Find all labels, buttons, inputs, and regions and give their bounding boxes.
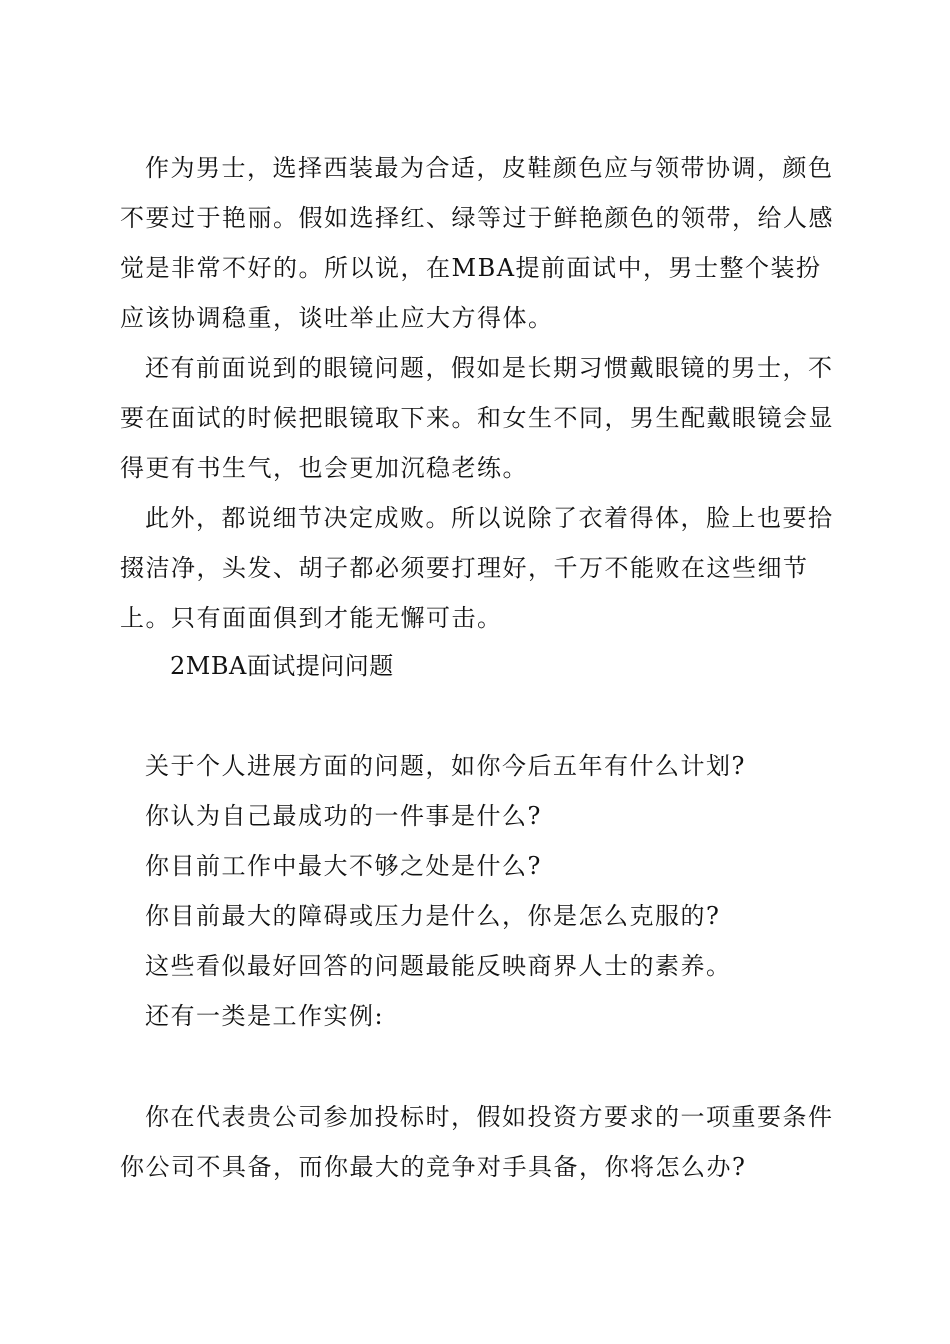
paragraph-bidding-case: 你在代表贵公司参加投标时，假如投资方要求的一项重要条件你公司不具备，而你最大的竞争对手具备，你将怎么办? bbox=[120, 1103, 834, 1181]
question-line: 关于个人进展方面的问题，如你今后五年有什么计划? bbox=[145, 752, 746, 780]
question-line: 还有一类是工作实例: bbox=[145, 1002, 385, 1030]
paragraph-details: 此外，都说细节决定成败。所以说除了衣着得体，脸上也要拾掇洁净，头发、胡子都必须要打理好，千万不能败在这些细节上。只有面面俱到才能无懈可击。 bbox=[120, 504, 834, 632]
paragraph-attire: 作为男士，选择西装最为合适，皮鞋颜色应与领带协调，颜色不要过于艳丽。假如选择红、绿等过于鲜艳颜色的领带，给人感觉是非常不好的。所以说，在MBA提前面试中，男士整个装扮应该协调稳重，谈吐举止应大方得体。 bbox=[120, 154, 834, 332]
question-line: 你目前工作中最大不够之处是什么? bbox=[145, 852, 542, 880]
question-line: 你认为自己最成功的一件事是什么? bbox=[145, 802, 542, 830]
question-line: 这些看似最好回答的问题最能反映商界人士的素养。 bbox=[145, 952, 732, 980]
question-line: 你目前最大的障碍或压力是什么，你是怎么克服的? bbox=[145, 902, 721, 930]
section-heading: 2MBA面试提问问题 bbox=[170, 652, 394, 680]
paragraph-glasses: 还有前面说到的眼镜问题，假如是长期习惯戴眼镜的男士，不要在面试的时候把眼镜取下来。和女生不同，男生配戴眼镜会显得更有书生气，也会更加沉稳老练。 bbox=[120, 354, 834, 482]
